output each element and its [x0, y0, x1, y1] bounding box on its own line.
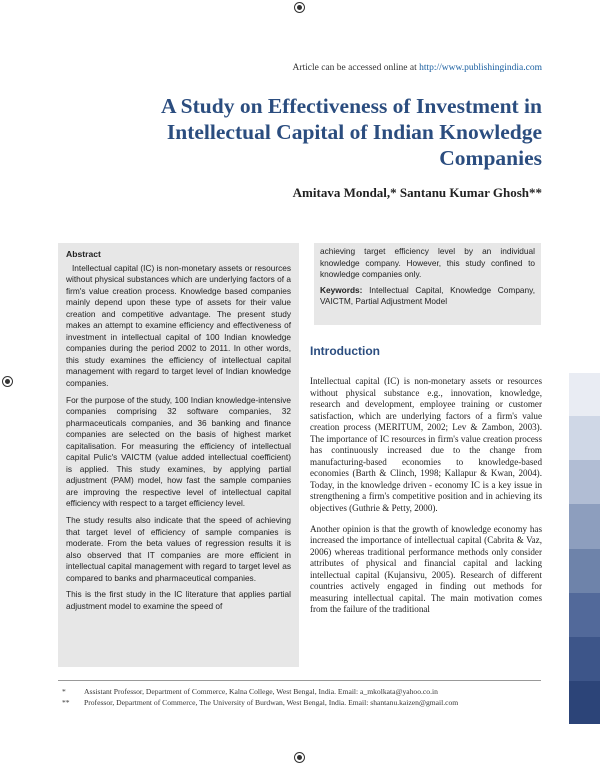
abstract-continuation-box [314, 243, 541, 325]
abstract-paragraph: The study results also indicate that the speed of achieving that target level of efficiency of sample companies is moderate. From the beta values of regression results it is also observed that IT companies are more efficient in intellectual capital management with regard to target level as compared to banks and pharmaceutical companies. [66, 515, 291, 583]
sidebar-color-block [569, 681, 600, 724]
abstract-paragraph: Intellectual capital (IC) is non-monetary assets or resources without physical substances which are underlying factors of a firm's value creation process. Knowledge based companies mainly depend upon these type of assets for their value creation and competitive advantage. The present study makes an attempt to examine efficiency and effectiveness of investment in intellectual capital of 100 Indian knowledge companies during the period 2002 to 2011. In other words, this study examines the efficiency of intellectual capital management with regard to target level of Indian knowledge companies. [66, 262, 291, 389]
registration-mark-bottom [294, 752, 305, 763]
footnote-text: Assistant Professor, Department of Commerce, Kalna College, West Bengal, India. Email: a_mkolkata@yahoo.co.in [84, 687, 438, 696]
introduction-body [310, 376, 542, 625]
sidebar-color-block [569, 593, 600, 637]
footnote-mark: ** [62, 698, 70, 707]
access-link[interactable]: http://www.publishingindia.com [419, 63, 542, 73]
introduction-paragraph: Another opinion is that the growth of knowledge economy has increased the importance of intellectual capital (Cabrita & Vaz, 2006) whereas traditional performance methods only consider attributes of physical and financial capital and lacking intellectual capital (Kujansivu, 2005). Research of different countries actively engaged in finding out methods for measuring intellectual capital. The main motivation comes from the failure of the traditional [310, 523, 542, 615]
abstract-box [58, 243, 299, 667]
sidebar-color-block [569, 460, 600, 504]
sidebar-color-block [569, 373, 600, 416]
abstract-continuation: achieving target efficiency level by an individual knowledge company. However, this study confined to knowledge companies only. [320, 246, 535, 280]
sidebar-color-block [569, 549, 600, 593]
abstract-paragraph: This is the first study in the IC literature that applies partial adjustment model to examine the speed of [66, 589, 291, 611]
sidebar-color-block [569, 504, 600, 549]
abstract-paragraph: For the purpose of the study, 100 Indian knowledge-intensive companies comprising 32 software companies, 32 pharmaceuticals companies, and 36 banking and finance companies are selected on the basis of highest market capitalisation. For measuring the efficiency of intellectual capital Pulic's VAICTM (value added intellectual coefficient) is applied. This study examines, by applying partial adjustment (PAM) model, how fast the sample companies are improving the respective level of intellectual capital efficiency with respect to a target efficiency level. [66, 394, 291, 509]
footnote [62, 697, 542, 708]
footnotes [62, 686, 542, 708]
access-text: Article can be accessed online at [292, 63, 417, 73]
footnote [62, 686, 542, 697]
sidebar-color-block [569, 637, 600, 681]
sidebar-color-block [569, 416, 600, 460]
authors: Amitava Mondal,* Santanu Kumar Ghosh** [292, 185, 542, 200]
registration-mark-top [294, 2, 305, 13]
keywords [320, 285, 535, 308]
footnote-divider [58, 680, 541, 681]
registration-mark-left [2, 376, 13, 387]
footnote-mark: * [62, 687, 66, 696]
paper-title: A Study on Effectiveness of Investment in Intellectual Capital of Indian Knowledge Companies [160, 94, 542, 170]
keywords-label: Keywords: [320, 284, 363, 295]
abstract-heading: Abstract [66, 249, 101, 259]
introduction-heading: Introduction [310, 344, 380, 358]
footnote-text: Professor, Department of Commerce, The University of Burdwan, West Bengal, India. Email: shantanu.kaizen@gmail.com [84, 698, 459, 707]
introduction-paragraph: Intellectual capital (IC) is non-monetary assets or resources without physical substance e.g., innovation, knowledge, research and development, employee training or customer satisfaction, which are underlying factors of a firm's value creation process (MERITUM, 2002; Lev & Zambon, 2003). The importance of IC resources in firm's value creation process has continuously increased due to the change from manufacturing-based economies to knowledge-based economies (Barth & Clinch, 1998; Kallapur & Kwan, 2004). Today, in the knowledge driven - economy IC is a key issue in strengthening a firm's competitive position and in achieving its objectives (Guthrie & Petty, 2000). [310, 376, 542, 514]
keywords-text: Intellectual Capital, Knowledge Company, VAICTM, Partial Adjustment Model [320, 284, 536, 307]
access-line [293, 63, 543, 73]
